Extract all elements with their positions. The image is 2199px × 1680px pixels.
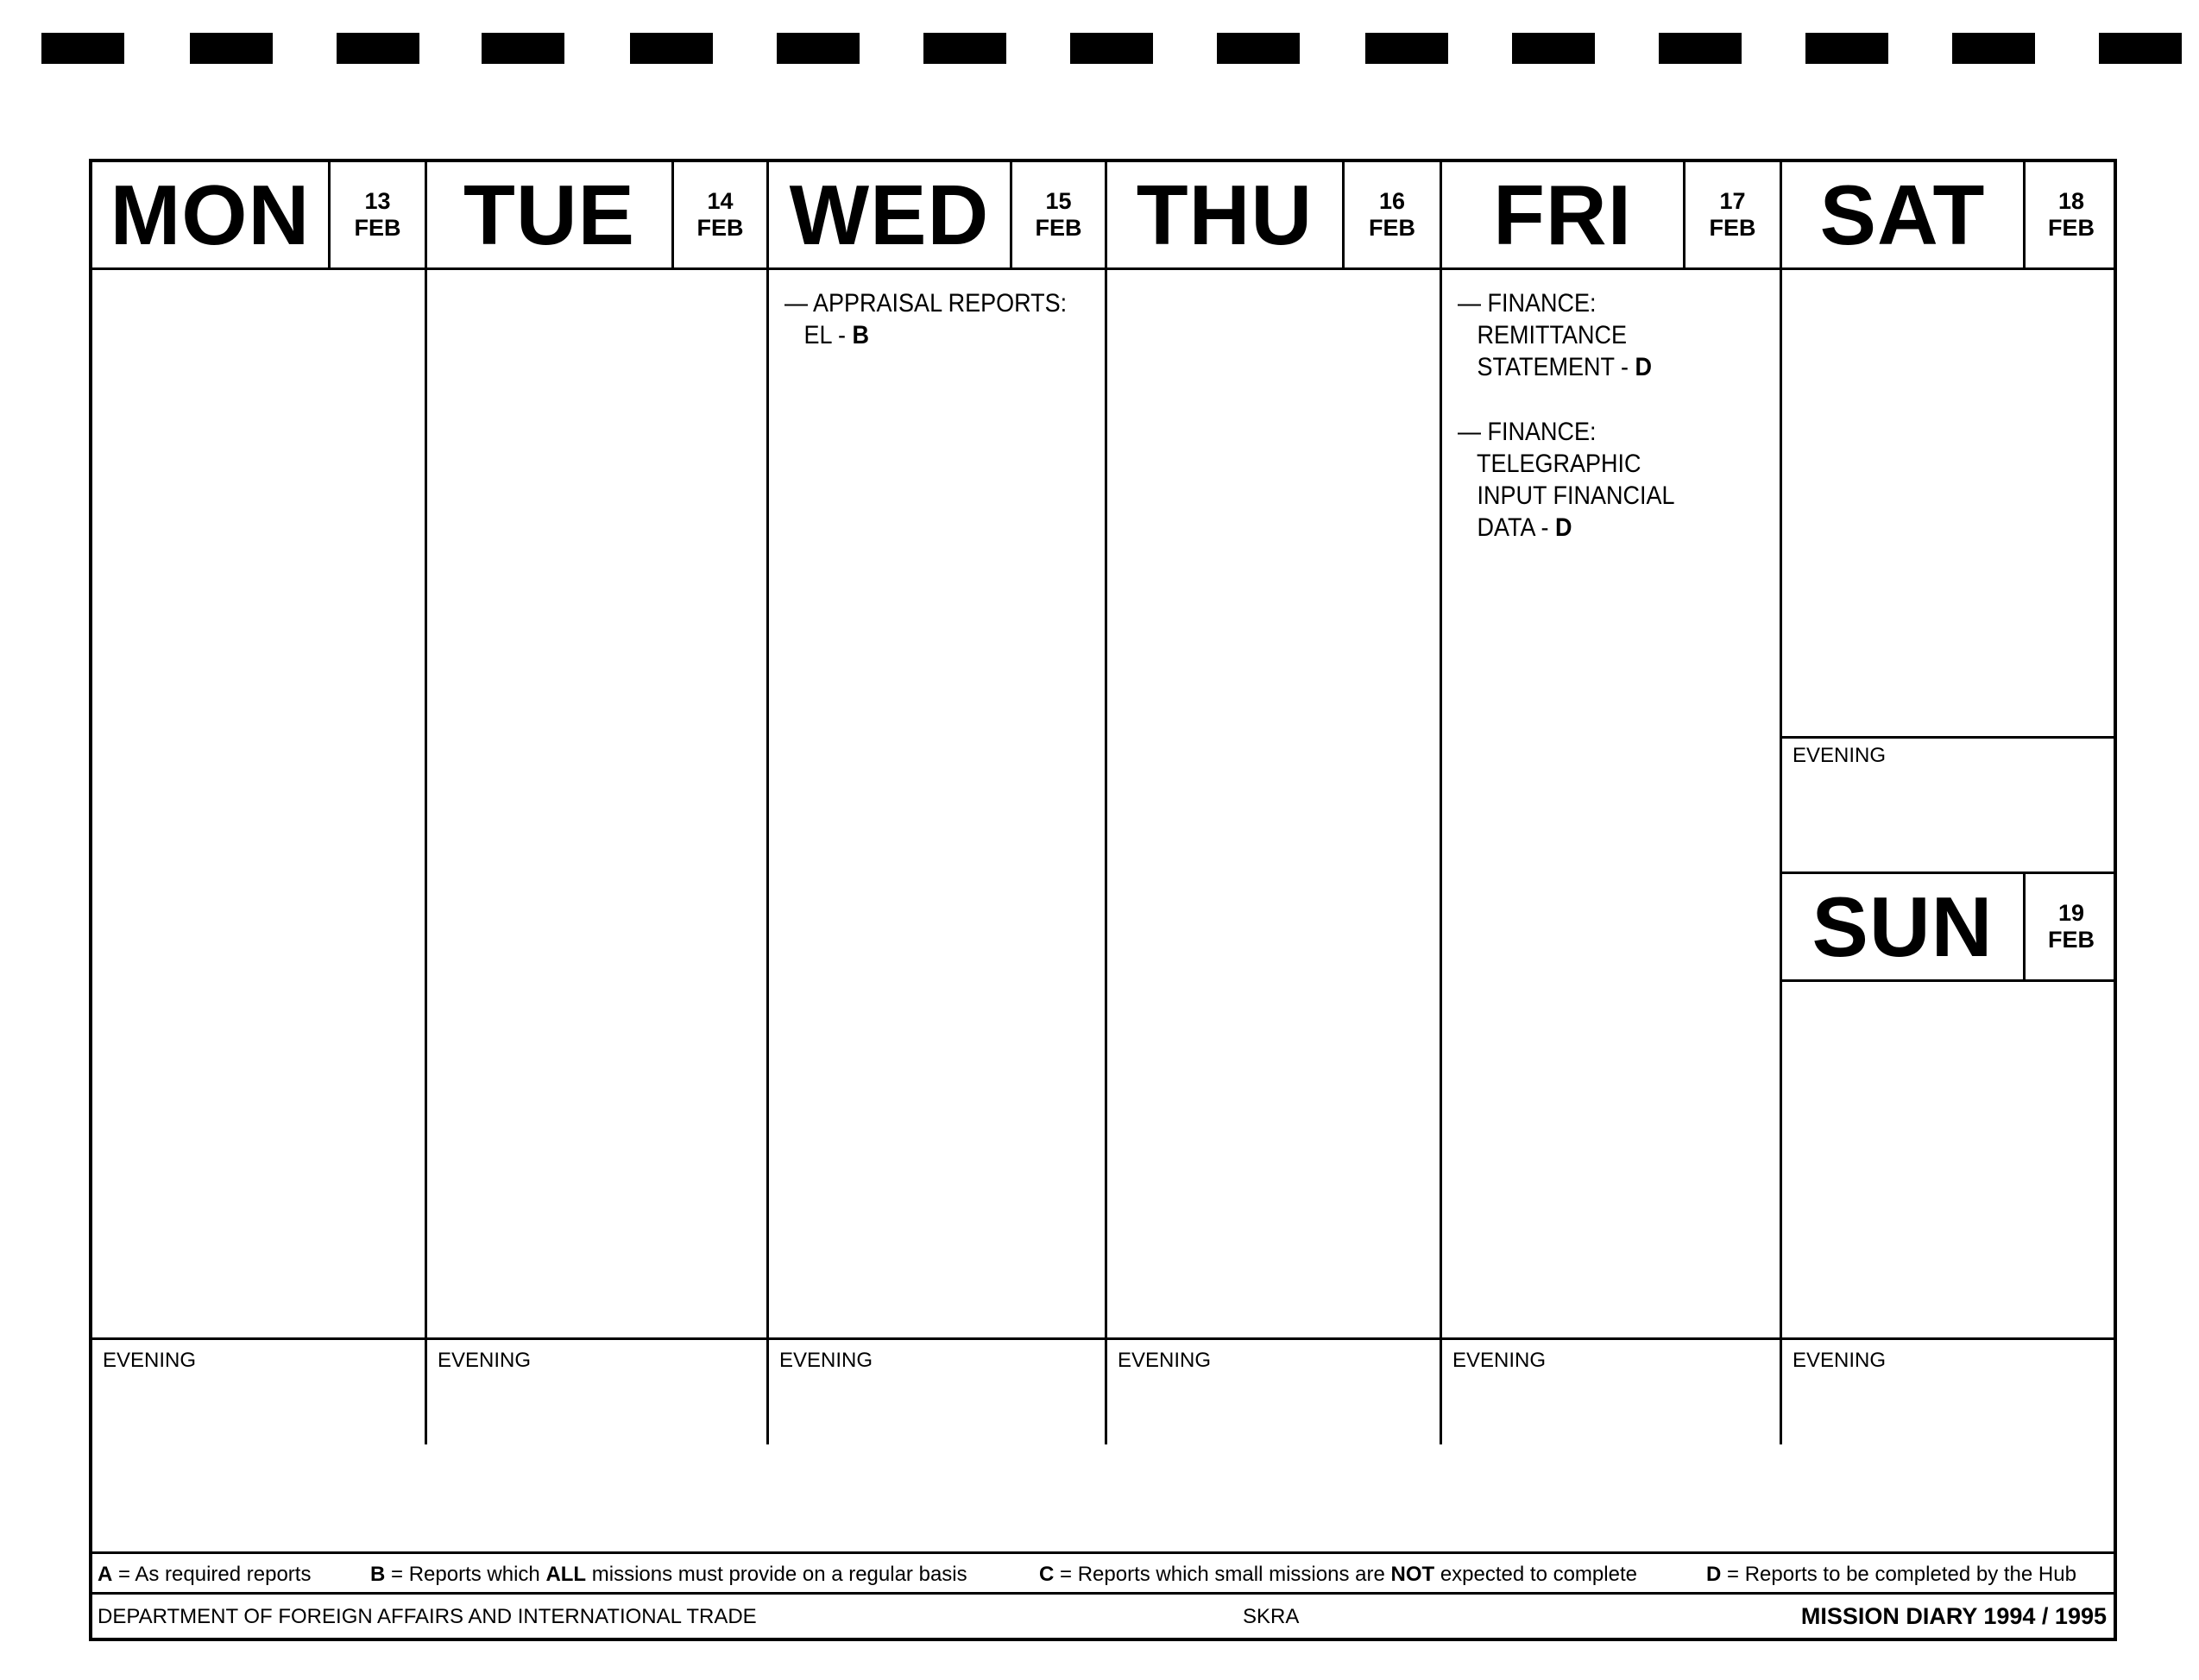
legend-text: = Reports which [385,1563,546,1586]
evening-box[interactable] [1107,1337,1440,1444]
day-name: TUE [427,162,674,267]
legend-key: C [1039,1563,1055,1586]
weekly-diary-page [89,159,2117,1641]
evening-label: EVENING [103,1349,197,1372]
entry-line: — APPRAISAL REPORTS: [784,289,1068,318]
day-name: SAT [1782,162,2026,267]
binding-hole [1659,33,1742,64]
binding-hole [1952,33,2035,64]
day-date [2026,162,2117,267]
day-column-thu [1107,162,1442,1444]
entry-line: EL - [784,321,853,349]
date-number: 17 [1719,188,1746,214]
date-month: FEB [2048,215,2095,241]
day-date [1345,162,1440,267]
day-header-sat [1782,162,2117,270]
day-entries-area[interactable] [1442,270,1780,1337]
mission-code: SKRA [1243,1605,1300,1628]
binding-hole [2099,33,2182,64]
legend-key: A [98,1563,113,1586]
day-name: WED [769,162,1012,267]
day-entries-area[interactable] [1107,270,1440,1337]
page-footer [92,1595,2114,1638]
day-date [1012,162,1105,267]
diary-entry [1458,287,1742,383]
entry-line: INPUT FINANCIAL [1458,481,1675,510]
date-number: 18 [2057,188,2085,214]
evening-box[interactable] [1442,1337,1780,1444]
evening-label: EVENING [1793,744,1887,767]
day-header-sun [1782,874,2117,982]
day-name: FRI [1442,162,1685,267]
sat-entries-area[interactable] [1782,270,2117,736]
day-header [769,162,1105,270]
legend-item-c [1039,1563,1637,1587]
legend-item-b [370,1563,967,1587]
date-month: FEB [354,215,401,241]
legend-key: B [370,1563,386,1586]
date-number: 14 [707,188,734,214]
day-date [1685,162,1780,267]
binding-hole [337,33,419,64]
entry-line: STATEMENT - [1458,353,1635,381]
binding-hole [41,33,124,64]
date-month: FEB [1369,215,1415,241]
diary-entry [1458,416,1742,544]
binding-hole [1805,33,1888,64]
legend-text: expected to complete [1434,1563,1637,1586]
day-column-mon [92,162,427,1444]
day-date [331,162,425,267]
diary-entry [784,287,1067,351]
day-name: THU [1107,162,1345,267]
binding-hole [482,33,564,64]
legend-text: = As required reports [112,1563,312,1586]
legend-text: = Reports to be completed by the Hub [1721,1563,2076,1586]
day-entries-area[interactable] [769,270,1105,1337]
day-name: MON [92,162,331,267]
binding-hole [1365,33,1448,64]
date-number: 13 [364,188,391,214]
legend-text: = Reports which small missions are [1054,1563,1391,1586]
entry-line: — FINANCE: [1458,289,1597,318]
evening-label: EVENING [1452,1349,1547,1372]
binding-hole [190,33,273,64]
date-month: FEB [2048,927,2095,953]
day-date [674,162,766,267]
day-header [92,162,425,270]
report-code-legend [92,1551,2114,1595]
entry-line: DATA - [1458,513,1556,542]
evening-label: EVENING [1118,1349,1212,1372]
day-header [1107,162,1440,270]
day-name: SUN [1782,874,2026,979]
evening-label: EVENING [779,1349,873,1372]
date-month: FEB [696,215,744,241]
legend-item-d [1706,1563,2076,1587]
binding-hole [923,33,1006,64]
evening-box[interactable] [92,1337,425,1444]
binding-hole [1217,33,1300,64]
day-entries-area[interactable] [427,270,766,1337]
legend-emphasis: ALL [545,1563,587,1586]
date-month: FEB [1709,215,1756,241]
entry-line: REMITTANCE [1458,321,1628,349]
binding-hole [1070,33,1153,64]
department-name: DEPARTMENT OF FOREIGN AFFAIRS AND INTERNATIONAL TRADE [98,1605,757,1628]
day-header [1442,162,1780,270]
diary-title: MISSION DIARY 1994 / 1995 [1800,1603,2107,1629]
report-code: D [1555,513,1572,542]
date-number: 16 [1378,188,1406,214]
legend-emphasis: NOT [1390,1563,1435,1586]
report-code: D [1635,353,1653,381]
binding-hole [777,33,860,64]
day-column-wed [769,162,1107,1444]
entry-list [1458,287,1742,576]
day-column-weekend [1782,162,2117,1444]
binding-hole [1512,33,1595,64]
binding-holes [0,33,2199,67]
legend-text: missions must provide on a regular basis [586,1563,967,1586]
day-entries-area[interactable] [92,270,425,1337]
binding-hole [630,33,713,64]
evening-label: EVENING [1793,1349,1887,1372]
date-number: 15 [1045,188,1072,214]
evening-label: EVENING [438,1349,532,1372]
date-month: FEB [1035,215,1082,241]
day-header [427,162,766,270]
entry-line: TELEGRAPHIC [1458,450,1641,478]
entry-list [784,287,1067,384]
day-column-fri [1442,162,1782,1444]
report-code: B [852,321,870,349]
sat-evening-box[interactable] [1782,736,2117,874]
entry-line: — FINANCE: [1458,418,1597,446]
evening-box[interactable] [427,1337,766,1444]
day-column-tue [427,162,769,1444]
day-date [2026,874,2117,979]
date-number: 19 [2057,900,2085,926]
legend-item-a [98,1563,311,1587]
evening-box[interactable] [769,1337,1105,1444]
legend-key: D [1706,1563,1722,1586]
evening-box[interactable] [1782,1337,2117,1444]
